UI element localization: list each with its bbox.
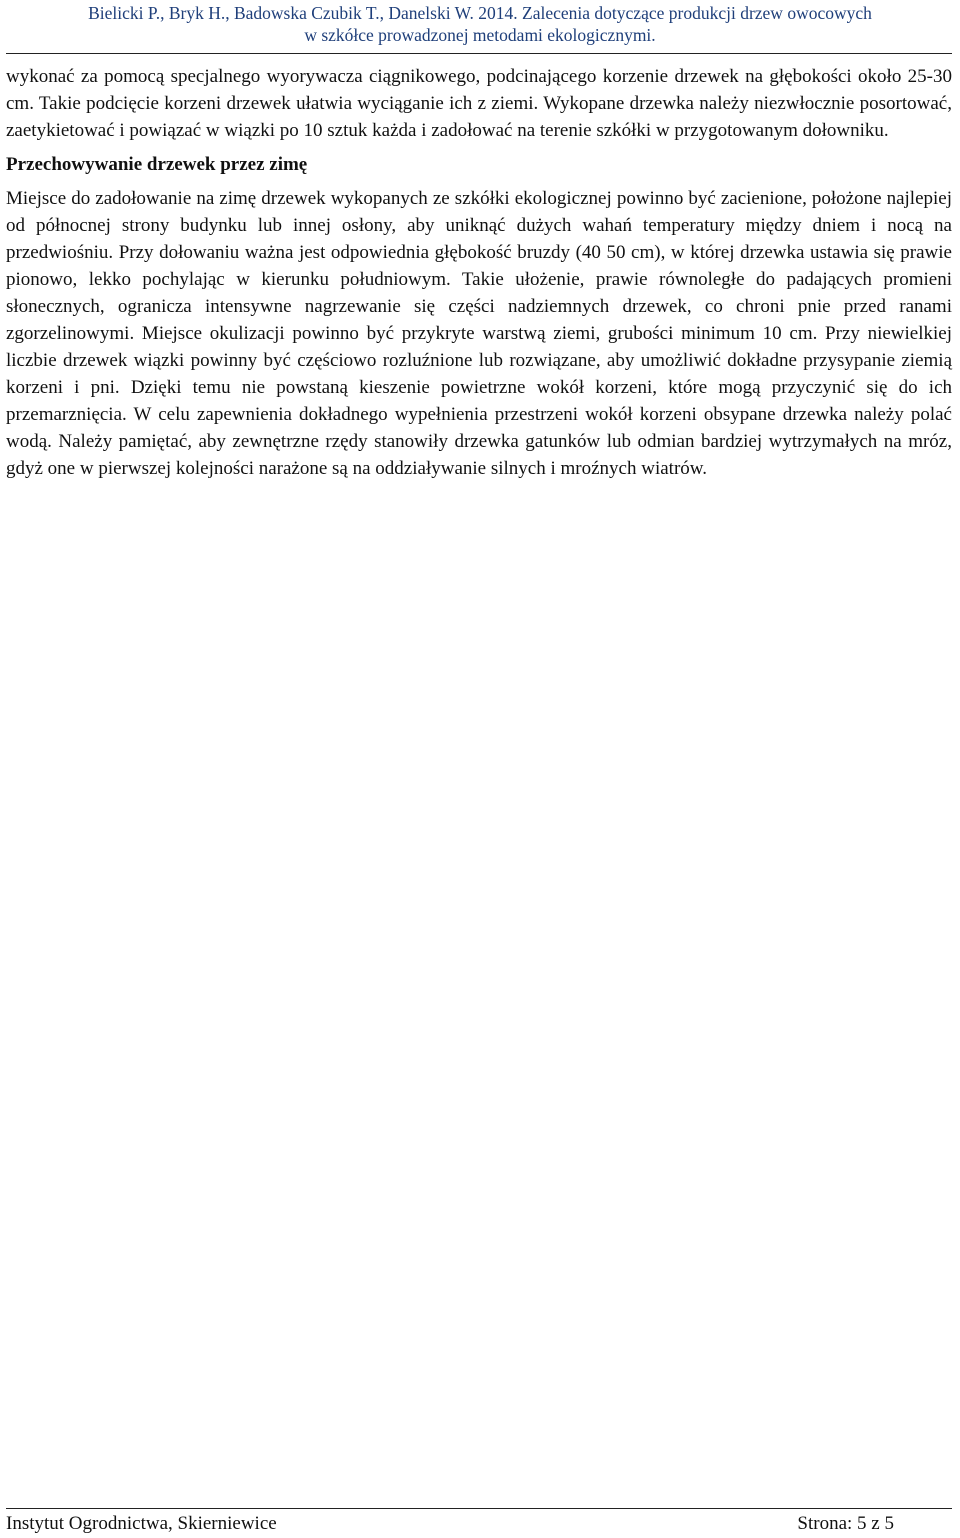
footer-institution: Instytut Ogrodnictwa, Skierniewice xyxy=(6,1513,277,1534)
page-header xyxy=(0,0,960,48)
intro-paragraph: wykonać za pomocą specjalnego wyorywacza ciągnikowego, podcinającego korzenie drzewek na głębokości około 25-30 cm. Takie podcięcie korzeni drzewek ułatwia wyciąganie ich z ziemi. Wykopane drzewka należy niezwłocznie posortować, zaetykietować i powiązać w wiązki po 10 sztuk każda i zadołować na terenie szkółki w przygotowanym dołowniku. xyxy=(6,66,952,141)
header-divider xyxy=(6,53,952,54)
section-paragraph: Miejsce do zadołowanie na zimę drzewek wykopanych ze szkółki ekologicznej powinno być zacienione, położone najlepiej od północnej strony budynku lub innej osłony, aby uniknąć dużych wahań temperatury między dniem i nocą na przedwiośniu. Przy dołowaniu ważna jest odpowiednia głębokość bruzdy (40 50 cm), w której drzewka ustawia się prawie pionowo, lekko pochylając w kierunku południowym. Takie ułożenie, prawie równoległe do padających promieni słonecznych, ogranicza intensywne nagrzewanie się części nadziemnych drzewek, co chroni pnie przed ranami zgorzelinowymi. Miejsce okulizacji powinno być przykryte warstwą ziemi, grubości minimum 10 cm. Przy niewielkiej liczbie drzewek wiązki powinny być częściowo rozluźnione lub rozwiązane, aby umożliwić dokładne przysypanie ziemią korzeni i pni. Dzięki temu nie powstaną kieszenie powietrzne wokół korzeni, które mogą przyczynić się do ich przemarznięcia. W celu zapewnienia dokładnego wypełnienia przestrzeni wokół korzeni obsypane drzewka należy polać wodą. Należy pamiętać, aby zewnętrzne rzędy stanowiły drzewka gatunków lub odmian bardziej wytrzymałych na mróz, gdyż one w pierwszej kolejności narażone są na oddziaływanie silnych i mroźnych wiatrów. xyxy=(6,188,952,479)
header-citation-line-2: w szkółce prowadzonej metodami ekologicznymi. xyxy=(304,25,656,45)
section-heading: Przechowywanie drzewek przez zimę xyxy=(6,154,308,175)
footer-page-number: Strona: 5 z 5 xyxy=(797,1513,894,1534)
header-citation-line-1: Bielicki P., Bryk H., Badowska Czubik T., Danelski W. 2014. Zalecenia dotyczące produkcji drzew owocowych xyxy=(88,3,872,23)
page-content xyxy=(6,63,952,482)
footer-divider xyxy=(6,1508,952,1509)
